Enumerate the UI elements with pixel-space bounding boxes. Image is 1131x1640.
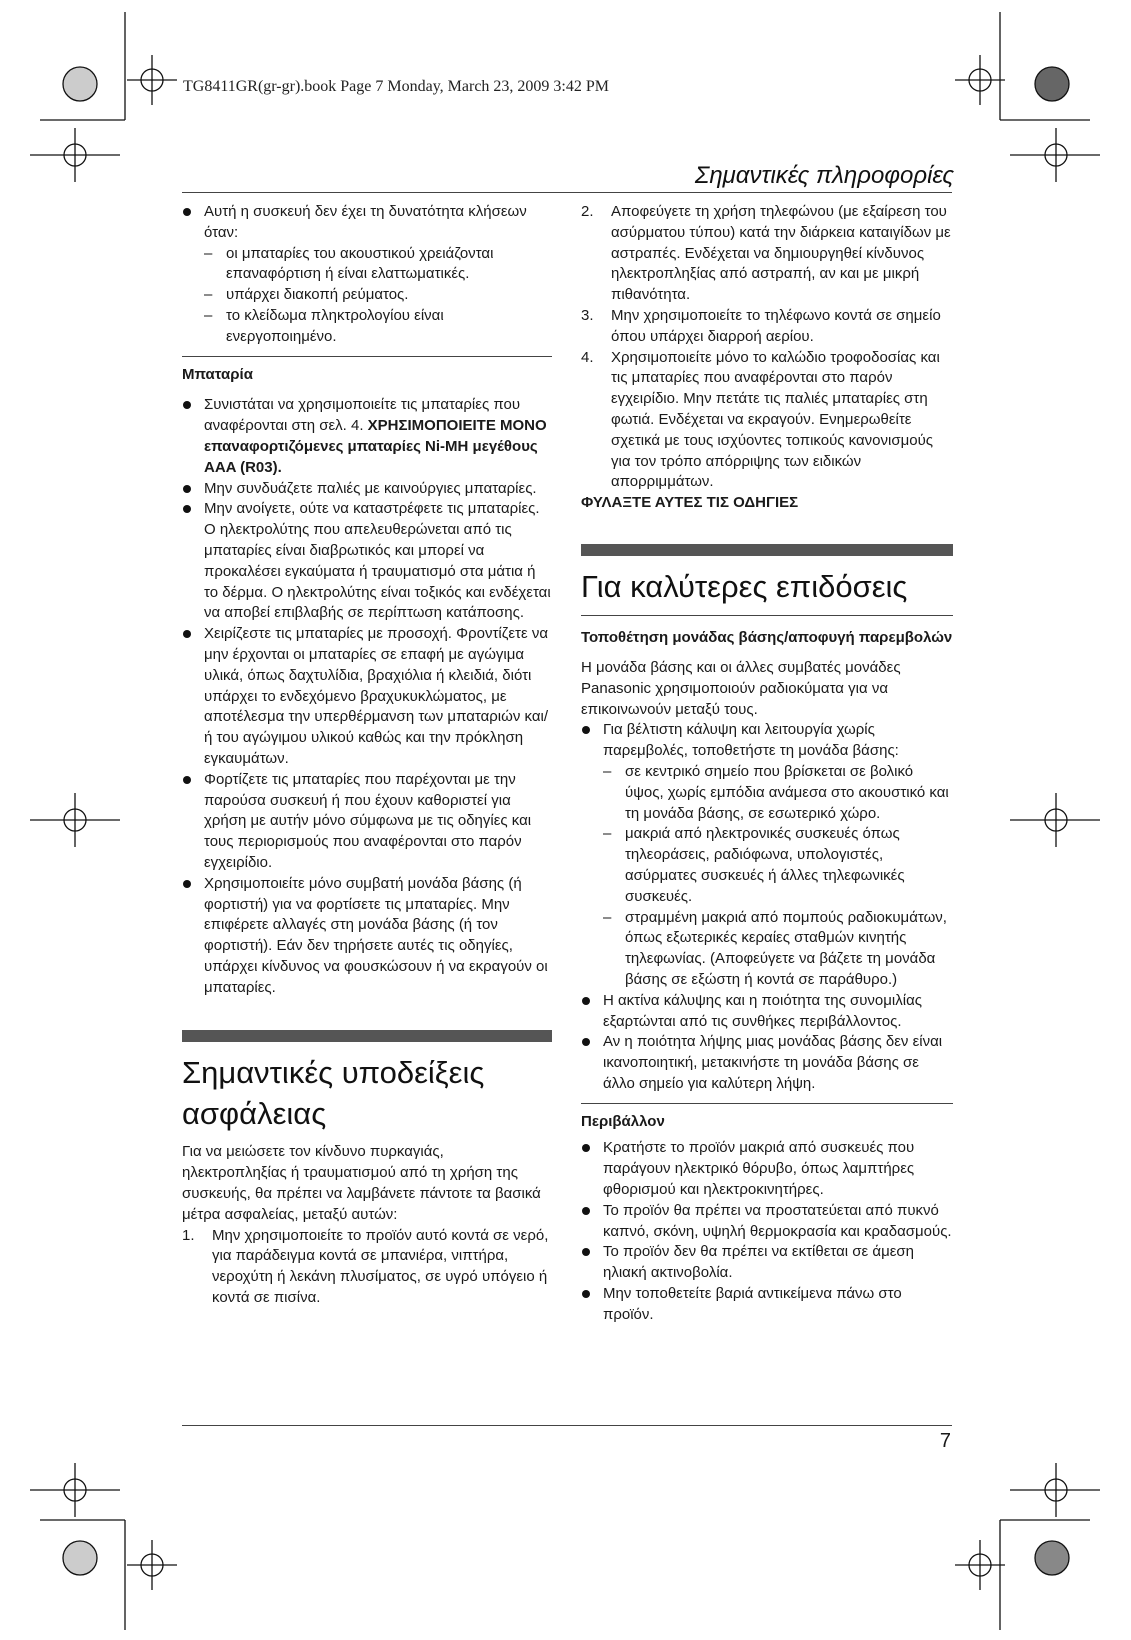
environment-bullet-1: Κρατήστε το προϊόν μακριά από συσκευές που παράγουν ηλεκτρικό θόρυβο, όπως λαμπτήρες φθορισμού και ηλεκτροκινητήρες. bbox=[581, 1138, 953, 1200]
placement-dash-1: – σε κεντρικό σημείο που βρίσκεται σε βολικό ύψος, χωρίς εμπόδια ανάμεσα στο ακουστικό και τη μονάδα βάσης, σε εσωτερικό χώρο. bbox=[581, 762, 953, 824]
intro-dash-1: – οι μπαταρίες του ακουστικού χρειάζονται επαναφόρτιση ή είναι ελαττωματικές. bbox=[182, 244, 552, 286]
safety-item-2: 2. Αποφεύγετε τη χρήση τηλεφώνου (με εξαίρεση του ασύρματου τύπου) κατά την διάρκεια καταιγίδων με αστραπές. Ενδέχεται να δημιουργηθεί κίνδυνος ηλεκτροπληξίας από αστραπή, αν και με μικρή πιθανότητα. bbox=[581, 203, 951, 304]
section-rule bbox=[581, 1103, 953, 1104]
battery-bullet-3: Μην ανοίγετε, ούτε να καταστρέφετε τις μπαταρίες. Ο ηλεκτρολύτης που απελευθερώνεται από τις μπαταρίες είναι διαβρωτικός και μπορεί να προκαλέσει εγκαύματα ή τραυματισμό στα μάτια ή το δέρμα. Ο ηλεκτρολύτης είναι τοξικός και ενδέχεται να αποβεί επιβλαβής σε περίπτωση κατάποσης. bbox=[182, 499, 552, 624]
intro-dash-3: – το κλείδωμα πληκτρολογίου είναι ενεργοποιημένο. bbox=[182, 306, 552, 348]
battery-bullet-6: Χρησιμοποιείτε μόνο συμβατή μονάδα βάσης (ή φορτιστή) για να φορτίσετε τις μπαταρίες. Μην επιφέρετε αλλαγές στη μονάδα βάσης (ή τον φορτιστή). Εάν δεν τηρήσετε αυτές τις οδηγίες, υπάρχει κίνδυνος να φουσκώσουν ή να εκραγούν οι μπαταρίες. bbox=[182, 874, 552, 999]
section-rule bbox=[581, 615, 953, 616]
placement-bullet-2: Η ακτίνα κάλυψης και η ποιότητα της συνομιλίας εξαρτώνται από τις συνθήκες περιβάλλοντος. bbox=[581, 991, 953, 1033]
placement-intro: Η μονάδα βάσης και οι άλλες συμβατές μονάδες Panasonic χρησιμοποιούν ραδιοκύματα για να επικοινωνούν μεταξύ τους. bbox=[581, 658, 901, 718]
placement-heading: Τοποθέτηση μονάδας βάσης/αποφυγή παρεμβολών bbox=[581, 628, 953, 646]
battery-bullet-5: Φορτίζετε τις μπαταρίες που παρέχονται με την παρούσα συσκευή ή που έχουν καθοριστεί για χρήση με αυτήν μόνο σύμφωνα με τις οδηγίες και τους περιορισμούς που αναφέρονται στο παρόν εγχειρίδιο. bbox=[182, 770, 552, 874]
intro-dash-2: – υπάρχει διακοπή ρεύματος. bbox=[182, 285, 552, 306]
environment-heading: Περιβάλλον bbox=[581, 1112, 665, 1130]
section-rule bbox=[182, 356, 552, 357]
safety-heading-line-1: Σημαντικές υποδείξεις bbox=[182, 1055, 485, 1091]
environment-bullet-4: Μην τοποθετείτε βαριά αντικείμενα πάνω στο προϊόν. bbox=[581, 1284, 953, 1326]
section-bar bbox=[581, 544, 953, 556]
intro-bullet: Αυτή η συσκευή δεν έχει τη δυνατότητα κλήσεων όταν: bbox=[182, 202, 552, 244]
placement-dash-3: – στραμμένη μακριά από πομπούς ραδιοκυμάτων, όπως εξωτερικές κεραίες σταθμών κινητής τηλεφωνίας. (Αποφεύγετε να βάζετε τη μονάδα βάσης σε εξώστη ή κοντά σε παράθυρο.) bbox=[581, 908, 953, 991]
safety-heading-line-2: ασφάλειας bbox=[182, 1096, 327, 1132]
battery-bullet-1: Συνιστάται να χρησιμοποιείτε τις μπαταρίες που αναφέρονται στη σελ. 4. ΧΡΗΣΙΜΟΠΟΙΕΙΤΕ ΜΟΝΟ επαναφορτιζόμενες μπαταρίες Ni-MH μεγέθους AAA (R03). bbox=[182, 395, 552, 478]
running-header: Σημαντικές πληροφορίες bbox=[694, 162, 954, 189]
section-bar bbox=[182, 1030, 552, 1042]
placement-bullet-3: Αν η ποιότητα λήψης μιας μονάδας βάσης δεν είναι ικανοποιητική, μετακινήστε τη μονάδα βάσης σε άλλο σημείο για καλύτερη λήψη. bbox=[581, 1032, 953, 1094]
safety-item-1: 1. Μην χρησιμοποιείτε το προϊόν αυτό κοντά σε νερό, για παράδειγμα κοντά σε μπανιέρα, νιπτήρα, νεροχύτη ή λεκάνη πλυσίματος, σε υγρό υπόγειο ή κοντά σε πισίνα. bbox=[182, 1226, 549, 1307]
environment-bullet-2: Το προϊόν θα πρέπει να προστατεύεται από πυκνό καπνό, σκόνη, υψηλή θερμοκρασία και κραδασμούς. bbox=[581, 1201, 953, 1243]
header-rule bbox=[182, 192, 952, 193]
placement-dash-2: – μακριά από ηλεκτρονικές συσκευές όπως τηλεοράσεις, ραδιόφωνα, υπολογιστές, ασύρματες συσκευές ή άλλες τηλεφωνικές συσκευές. bbox=[581, 824, 953, 907]
left-column bbox=[182, 202, 552, 1309]
book-slug-line: TG8411GR(gr-gr).book Page 7 Monday, March 23, 2009 3:42 PM bbox=[183, 78, 609, 95]
battery-bullet-4: Χειρίζεστε τις μπαταρίες με προσοχή. Φροντίζετε να μην έρχονται οι μπαταρίες σε επαφή με αγώγιμα υλικά, όπως δαχτυλίδια, βραχιόλια ή κλειδιά, διότι υπάρχει το ενδεχόμενο βραχυκυκλώματος, με αποτέλεσμα την υπερθέρμανση των μπαταριών και/ή του αγώγιμου υλικού καθώς και την πρόκληση εγκαυμάτων. bbox=[182, 624, 552, 770]
performance-heading: Για καλύτερες επιδόσεις bbox=[581, 568, 908, 604]
battery-bullet-2: Μην συνδυάζετε παλιές με καινούργιες μπαταρίες. bbox=[182, 479, 552, 500]
placement-bullet-1: Για βέλτιστη κάλυψη και λειτουργία χωρίς παρεμβολές, τοποθετήστε τη μονάδα βάσης: bbox=[581, 720, 953, 762]
safety-intro: Για να μειώσετε τον κίνδυνο πυρκαγιάς, ηλεκτροπληξίας ή τραυματισμού από τη χρήση της συσκευής, θα πρέπει να λαμβάνετε πάντοτε τα βασικά μέτρα ασφαλείας, μεταξύ αυτών: bbox=[182, 1143, 541, 1223]
safety-item-3: 3. Μην χρησιμοποιείτε το τηλέφωνο κοντά σε σημείο όπου υπάρχει διαρροή αερίου. bbox=[581, 306, 941, 345]
right-column bbox=[581, 202, 953, 1326]
environment-bullet-3: Το προϊόν δεν θα πρέπει να εκτίθεται σε άμεση ηλιακή ακτινοβολία. bbox=[581, 1242, 953, 1284]
footer-rule bbox=[182, 1425, 952, 1426]
safety-item-4: 4. Χρησιμοποιείτε μόνο το καλώδιο τροφοδοσίας και τις μπαταρίες που αναφέρονται στο παρόν εγχειρίδιο. Μην πετάτε τις παλιές μπαταρίες στη φωτιά. Ενδέχεται να εκραγούν. Ενημερωθείτε σχετικά με τους ισχύοντες τοπικούς κανονισμούς για τον τρόπο απόρριψης των ειδικών απορριμμάτων. bbox=[581, 348, 940, 491]
battery-heading: Μπαταρία bbox=[182, 365, 253, 383]
keep-instructions: ΦΥΛΑΞΤΕ ΑΥΤΕΣ ΤΙΣ ΟΔΗΓΙΕΣ bbox=[581, 494, 799, 512]
page-number: 7 bbox=[939, 1430, 951, 1452]
